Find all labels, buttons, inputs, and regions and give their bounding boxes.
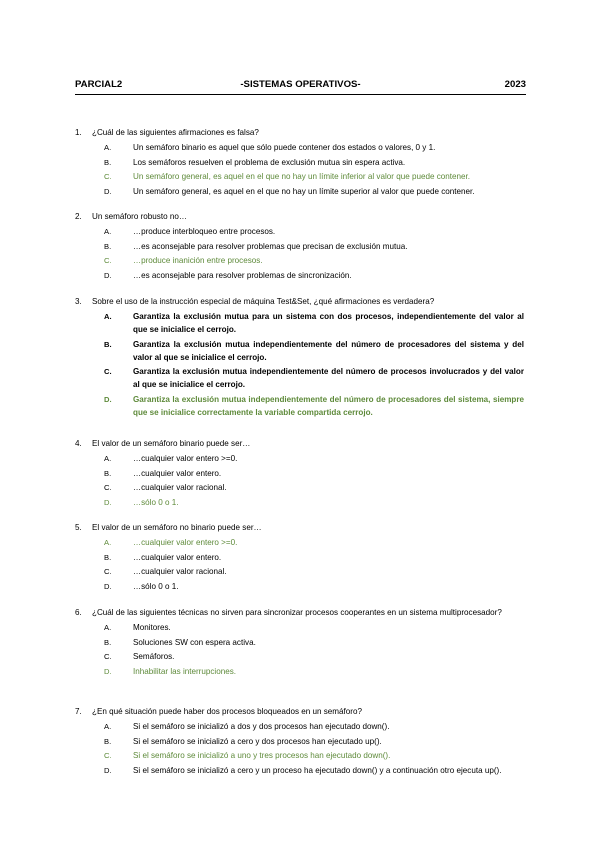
option-letter: A. [104,537,112,547]
question-number: 6. [75,608,82,617]
option-text: Garantiza la exclusión mutua independientemente del número de procesos involucrados y del valor al que se inicialice el cerrojo. [133,367,524,390]
option-letter: B. [104,157,112,167]
option-letter: B. [104,241,112,251]
option-text: …produce interbloqueo entre procesos. [133,226,276,236]
option-letter: D. [104,582,112,592]
option-letter: C. [104,256,112,266]
option-text-correct: …cualquier valor entero >=0. [133,537,238,547]
question-5 [75,521,526,593]
option-text-correct: …produce inanición entre procesos. [133,256,263,266]
option-letter: B. [104,637,112,647]
question-text: El valor de un semáforo no binario puede ser… [92,523,262,532]
option-text-correct: Un semáforo general, es aquel en el que no hay un límite inferior al valor que puede contener. [133,172,471,182]
option-text: …cualquier valor entero. [133,552,222,562]
option-text-correct: Si el semáforo se inicializó a uno y tres procesos han ejecutado down(). [133,751,391,761]
option-text: …cualquier valor entero. [133,468,222,478]
option-letter: A. [104,226,112,236]
question-text: Un semáforo robusto no… [92,212,187,221]
question-number: 2. [75,212,82,221]
option-letter: D. [104,498,112,508]
option-letter: B. [104,552,112,562]
option-text: Semáforos. [133,652,175,662]
option-text: Si el semáforo se inicializó a cero y un proceso ha ejecutado down() y a continuación otro ejecuta up(). [133,766,502,776]
option-text: …es aconsejable para resolver problemas que precisan de exclusión mutua. [133,241,408,251]
question-text: ¿En qué situación puede haber dos procesos bloqueados en un semáforo? [92,707,362,716]
option-letter: D. [104,667,112,677]
option-letter: A. [104,453,112,463]
option-letter: A. [104,311,112,321]
option-letter: A. [104,142,112,152]
option-text: Un semáforo general, es aquel en el que no hay un límite superior al valor que puede contener. [133,187,475,197]
option-letter: B. [104,468,112,478]
question-3 [75,295,526,419]
question-number: 5. [75,523,82,532]
option-text: Si el semáforo se inicializó a dos y dos procesos han ejecutado down(). [133,721,390,731]
option-letter: C. [104,751,112,761]
question-text: ¿Cuál de las siguientes afirmaciones es falsa? [92,128,259,137]
option-text: …cualquier valor racional. [133,483,227,493]
page-header [75,79,526,93]
question-text: ¿Cuál de las siguientes técnicas no sirven para sincronizar procesos cooperantes en un sistema multiprocesador? [92,608,502,617]
option-text: Un semáforo binario es aquel que sólo puede contener dos estados o valores, 0 y 1. [133,142,436,152]
option-letter: C. [104,172,112,182]
option-text: Soluciones SW con espera activa. [133,637,256,647]
option-text: Garantiza la exclusión mutua para un sistema con dos procesos, independientemente del valor al que se inicialice el cerrojo. [133,311,524,334]
option-letter: D. [104,271,112,281]
option-letter: C. [104,483,112,493]
question-number: 7. [75,707,82,716]
option-text: …cualquier valor entero >=0. [133,453,238,463]
header-subject: -SISTEMAS OPERATIVOS- [240,79,361,90]
option-letter: D. [104,187,112,197]
option-text: …sólo 0 o 1. [133,582,179,592]
option-text: Si el semáforo se inicializó a cero y dos procesos han ejecutado up(). [133,736,382,746]
option-text: Los semáforos resuelven el problema de exclusión mutua sin espera activa. [133,157,406,167]
option-letter: B. [104,339,112,349]
option-letter: D. [104,395,112,405]
option-text-correct: …sólo 0 o 1. [133,498,179,508]
option-letter: C. [104,652,112,662]
question-7 [75,705,526,777]
option-letter: D. [104,766,112,776]
option-text: Garantiza la exclusión mutua independientemente del número de procesadores del sistema y del valor al que se inicialice el cerrojo. [133,339,524,362]
header-exam-name: PARCIAL2 [75,79,123,90]
option-text-correct: Inhabilitar las interrupciones. [133,667,237,677]
question-text: El valor de un semáforo binario puede ser… [92,439,251,448]
question-6 [75,606,526,678]
option-letter: A. [104,721,112,731]
option-letter: B. [104,736,112,746]
question-text: Sobre el uso de la instrucción especial de máquina Test&Set, ¿qué afirmaciones es verdadera? [92,297,435,306]
option-text: …es aconsejable para resolver problemas de sincronización. [133,271,352,281]
header-divider [75,94,526,95]
question-number: 1. [75,128,82,137]
option-letter: C. [104,367,112,377]
option-letter: A. [104,622,112,632]
option-text: Monitores. [133,622,171,632]
option-text-correct: Garantiza la exclusión mutua independientemente del número de procesadores del sistema, siempre que se inicialice correctamente la variable compartida cerrojo. [133,395,524,418]
question-number: 3. [75,297,82,306]
option-text: …cualquier valor racional. [133,567,227,577]
question-1 [75,126,526,198]
option-letter: C. [104,567,112,577]
header-year: 2023 [504,79,526,90]
question-2 [75,210,526,282]
question-number: 4. [75,439,82,448]
question-4 [75,437,526,509]
